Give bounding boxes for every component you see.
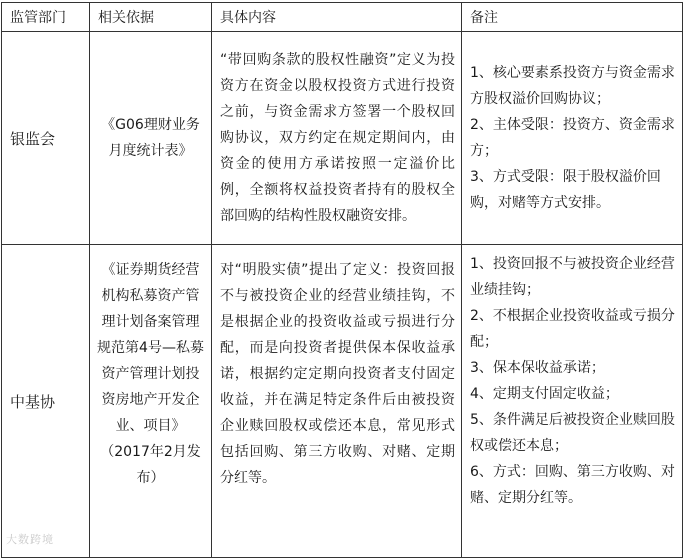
note-item: 3、保本保收益承诺； [470,360,605,376]
basis-cell [90,32,212,245]
note-item: 1、核心要素系投资方与资金需求方股权溢价回购协议； [470,65,675,107]
header-notes: 备注 [462,3,683,32]
basis-text: 《证券期货经营机构私募资产管理计划备案管理规范第4号—私募资产管理计划投资房地产开发企业、项目》 [97,262,204,434]
basis-text: 《G06理财业务月度统计表》 [101,117,200,159]
note-item: 6、方式：回购、第三方收购、对赌、定期分红等。 [470,464,675,506]
note-item: 2、主体受限：投资方、资金需求方； [470,117,675,159]
header-content: 具体内容 [212,3,462,32]
table-row [2,32,683,245]
content-cell [212,32,462,245]
notes-cell [462,32,683,245]
note-item: 2、不根据企业投资收益或亏损分配； [470,308,675,350]
basis-date: （2017年2月发布） [100,444,201,486]
content-text: “带回购条款的股权性融资”定义为投资方在资金以股权投资方式进行投资之前，与资金需求方签署一个股权回购协议，双方约定在规定期间内，由资金的使用方承诺按照一定溢价比例，全额将权益投资者持有的股权全部回购的结构性股权融资安排。 [220,52,455,224]
dept-cell: 银监会 [2,32,90,245]
header-row [2,3,683,32]
header-basis: 相关依据 [90,3,212,32]
watermark: 大数跨境 [6,533,54,546]
table-row [2,245,683,558]
note-item: 1、投资回报不与被投资企业经营业绩挂钩； [470,256,675,298]
header-dept: 监管部门 [2,3,90,32]
policy-table-container [1,2,682,551]
policy-table [1,2,683,558]
content-cell [212,245,462,558]
notes-cell [462,245,683,558]
basis-cell [90,245,212,558]
dept-cell: 中基协 [2,245,90,558]
note-item: 3、方式受限：限于股权溢价回购，对赌等方式安排。 [470,169,661,211]
note-item: 5、条件满足后被投资企业赎回股权或偿还本息； [470,412,675,454]
content-text: 对“明股实债”提出了定义：投资回报不与被投资企业的经营业绩挂钩，不是根据企业的投资收益或亏损进行分配，而是向投资者提供保本保收益承诺，根据约定定期向投资者支付固定收益，并在满足特定条件后由被投资企业赎回股权或偿还本息，常见形式包括回购、第三方收购、对赌、定期分红等。 [220,262,455,486]
note-item: 4、定期支付固定收益； [470,386,619,402]
